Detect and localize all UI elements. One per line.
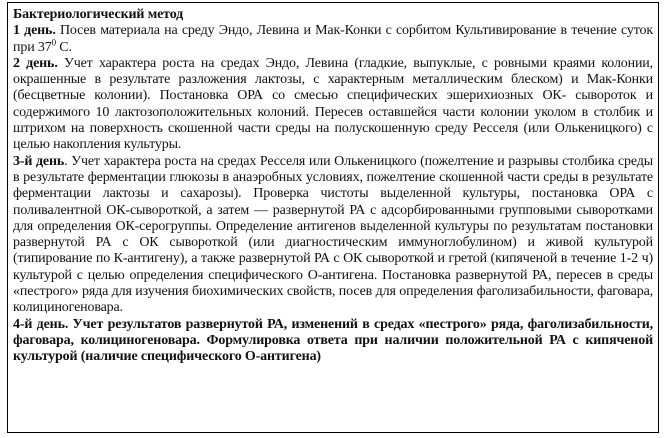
day-1-text: Посев материала на среду Эндо, Левина и Мак-Конки с сорбитом Культивирование в течение суток при 37 (13, 23, 654, 55)
degree-superscript: 0 (51, 36, 56, 47)
day-2-paragraph (13, 56, 653, 154)
day-2-text: Учет характера роста на средах Эндо, Левина (гладкие, выпуклые, с ровными краями колонии, окрашенные в результате разложения лактозы, с характерным металлическим блеском) и Мак-Конки (бесцветные колонии). Постановка ОРА со смесью специфических эшерихиозных ОК- сывороток и содержимого 10 лактозоположительных колоний. Пересев оставшейся части колонии уколом в столбик и штрихом на поверхность скошенной части среды на полускошенную среду Ресселя (или Олькеницкого) с целью накопления культуры. (13, 55, 654, 153)
day-1-paragraph (13, 23, 653, 56)
day-3-text: . Учет характера роста на средах Ресселя или Олькеницкого (пожелтение и разрывы столбика среды в результате ферментации глюкозы в анаэробных условиях, пожелтение скошенной части среды в результате ферментации лактозы и сахарозы). Проверка чистоты выделенной культуры, постановка ОРА с поливалентной ОК-сывороткой, а затем — развернутой РА с адсорбированными групповыми сыворотками для определения ОК-серогруппы. Определение антигенов выделенной культуры по результатам постановки развернутой РА с ОК сывороткой (или диагностическим иммуноглобулином) и живой культурой (типирование по К-антигену), а также развернутой РА с ОК сывороткой и гретой (кипяченой в течение 1-2 ч) культурой с целью определения специфического О-антигена. Постановка развернутой РА, пересев в среды «пестрого» ряда для изучения биохимических свойств, посев для определения фаголизабильности, фаговара, колициногеновара. (13, 153, 653, 316)
document-body (13, 7, 653, 366)
day-4-paragraph: 4-й день. Учет результатов развернутой РА, изменений в средах «пестрого» ряда, фаголизабильности, фаговара, колициногеновара. Формулировка ответа при наличии положительной РА с кипяченой культурой (наличие специфического О-антигена) (13, 316, 653, 365)
text-box (7, 2, 659, 433)
day-3-label: 3-й день (13, 153, 65, 169)
document-title: Бактериологический метод (13, 7, 184, 22)
day-1-label: 1 день. (13, 23, 56, 39)
day-3-paragraph (13, 154, 653, 317)
day-2-label: 2 день. (13, 55, 58, 71)
day-1-text-end: С. (55, 39, 72, 55)
